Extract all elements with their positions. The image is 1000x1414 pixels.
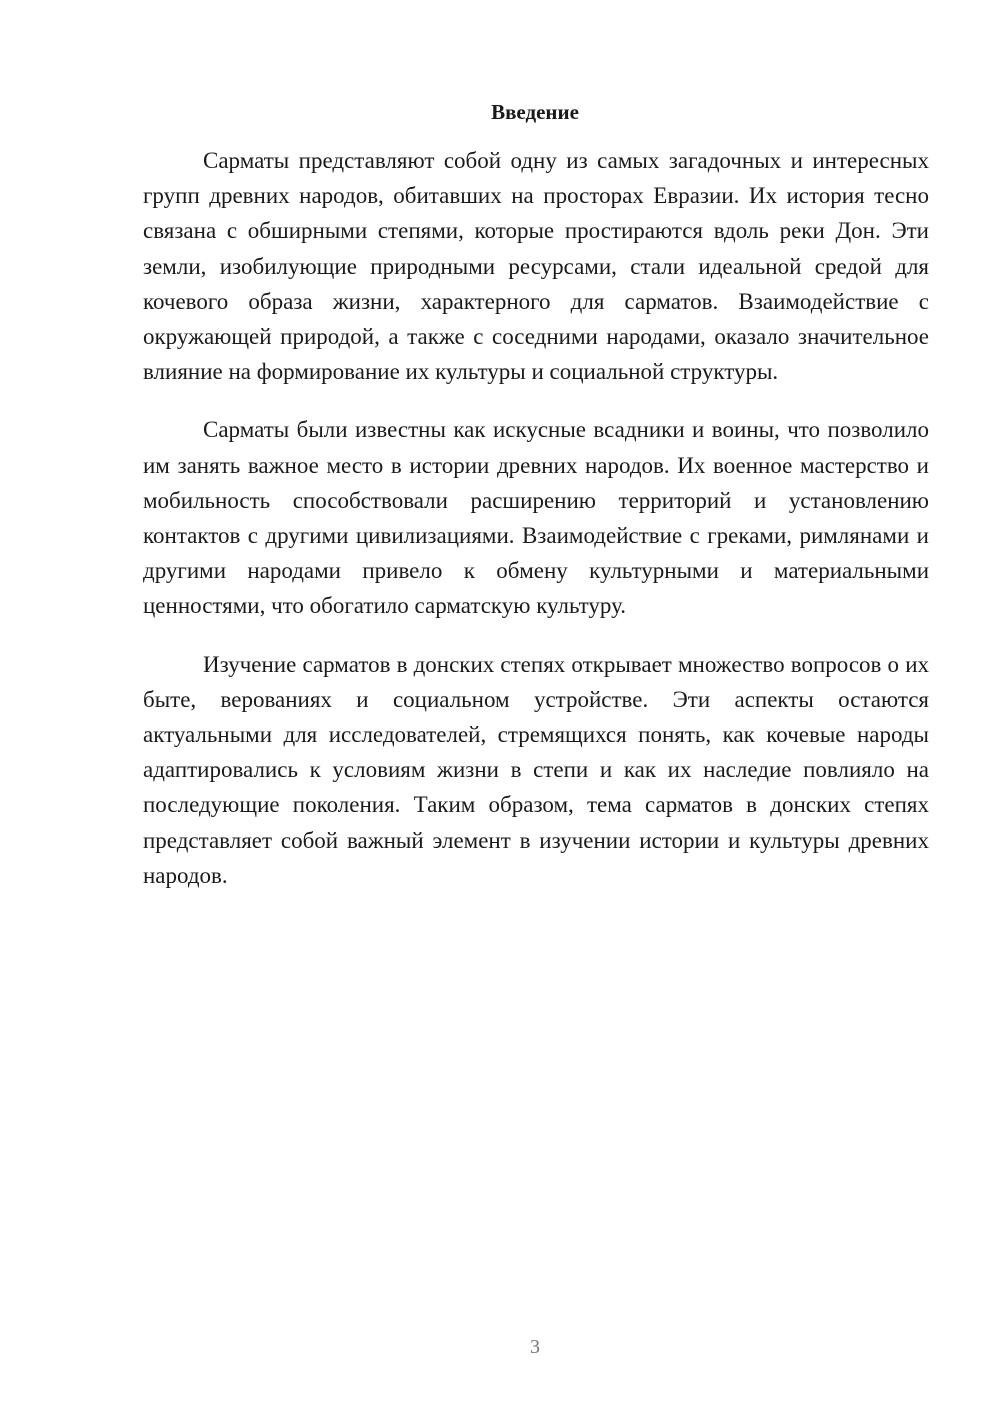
- paragraph-2: Сарматы были известны как искусные всадники и воины, что позволило им занять важное место в истории древних народов. Их военное мастерство и мобильность способствовали расширению территорий и установлению контактов с другими цивилизациями. Взаимодействие с греками, римлянами и другими народами привело к обмену культурными и материальными ценностями, что обогатило сарматскую культуру.: [143, 417, 929, 619]
- paragraph-3: Изучение сарматов в донских степях открывает множество вопросов о их быте, верованиях и социальном устройстве. Эти аспекты остаются актуальными для исследователей, стремящихся понять, как кочевые народы адаптировались к условиям жизни в степи и как их наследие повлияло на последующие поколения. Таким образом, тема сарматов в донских степях представляет собой важный элемент в изучении истории и культуры древних народов.: [143, 651, 929, 888]
- page-title: Введение: [491, 100, 579, 124]
- paragraph-1: Сарматы представляют собой одну из самых загадочных и интересных групп древних народов, обитавших на просторах Евразии. Их история тесно связана с обширными степями, которые простираются вдоль реки Дон. Эти земли, изобилующие природными ресурсами, стали идеальной средой для кочевого образа жизни, характерного для сарматов. Взаимодействие с окружающей природой, а также с соседними народами, оказало значительное влияние на формирование их культуры и социальной структуры.: [143, 148, 929, 385]
- body-text: [143, 143, 929, 916]
- page-number: 3: [530, 1336, 540, 1358]
